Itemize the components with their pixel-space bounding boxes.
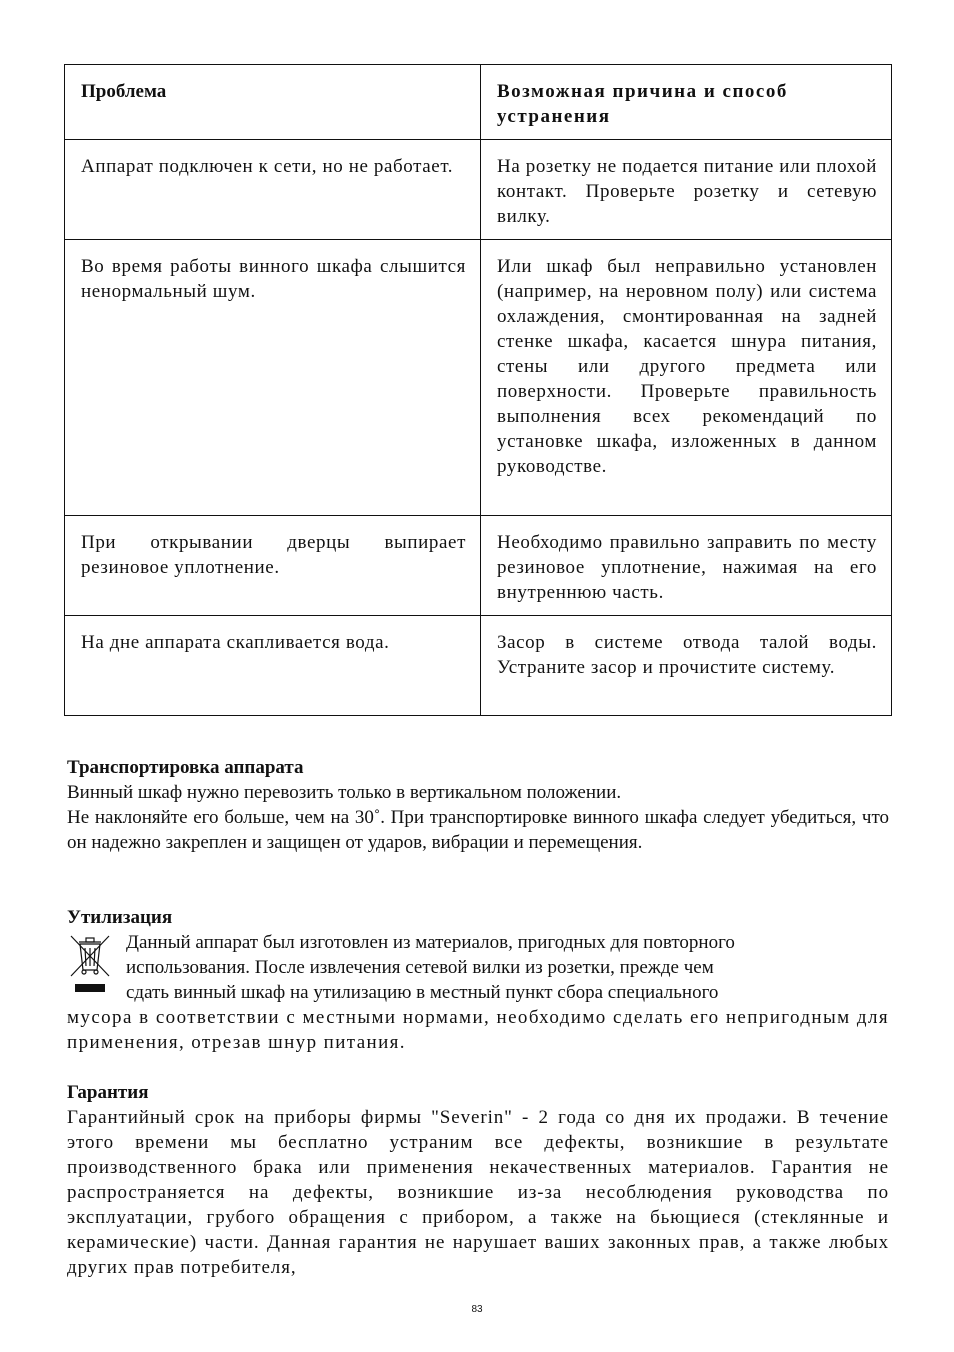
disposal-line-3: сдать винный шкаф на утилизацию в местный пункт сбора специального xyxy=(126,982,719,1003)
disposal-section xyxy=(67,905,889,1055)
table-header-row xyxy=(65,65,892,140)
disposal-line-2: использования. После извлечения сетевой вилки из розетки, прежде чем xyxy=(126,957,714,978)
problem-cell: На дне аппарата скапливается вода. xyxy=(65,616,481,716)
page-number: 83 xyxy=(471,1304,483,1315)
disposal-line-1: Данный аппарат был изготовлен из материалов, пригодных для повторного xyxy=(126,932,735,953)
problem-cell: Во время работы винного шкафа слышится ненормальный шум. xyxy=(65,240,481,516)
table-row xyxy=(65,140,892,240)
warranty-paragraph: Гарантийный срок на приборы фирмы "Severin" - 2 года со дня их продажи. В течение этого времени мы бесплатно устраним все дефекты, возникшие в результате производственного брака или применения некачественных материалов. Гарантия не распространяется на дефекты, возникшие из-за несоблюдения руководства по эксплуатации, грубого обращения с прибором, а также на бьющиеся (стеклянные и керамические) части. Данная гарантия не нарушает ваших законных прав, а также любых других прав потребителя, xyxy=(67,1107,889,1278)
header-problem: Проблема xyxy=(65,65,481,140)
warranty-section xyxy=(67,1080,889,1280)
table-row xyxy=(65,616,892,716)
header-cause: Возможная причина и способ устранения xyxy=(481,65,892,140)
crossed-out-wheelie-bin-icon xyxy=(67,932,113,994)
disposal-heading: Утилизация xyxy=(67,907,173,928)
cause-cell: На розетку не подается питание или плохой контакт. Проверьте розетку и сетевую вилку. xyxy=(481,140,892,240)
disposal-body xyxy=(67,930,889,1055)
transport-section xyxy=(67,755,889,855)
warranty-heading: Гарантия xyxy=(67,1082,149,1103)
cause-cell: Засор в системе отвода талой воды. Устраните засор и прочистите систему. xyxy=(481,616,892,716)
problem-cell: При открывании дверцы выпирает резиновое уплотнение. xyxy=(65,516,481,616)
problem-cell: Аппарат подключен к сети, но не работает. xyxy=(65,140,481,240)
transport-paragraph-1: Винный шкаф нужно перевозить только в вертикальном положении. xyxy=(67,782,622,803)
table-row xyxy=(65,240,892,516)
transport-paragraph-2: Не наклоняйте его больше, чем на 30˚. При транспортировке винного шкафа следует убедиться, что он надежно закреплен и защищен от ударов, вибрации и перемещения. xyxy=(67,807,889,853)
transport-heading: Транспортировка аппарата xyxy=(67,757,304,778)
disposal-rest: мусора в соответствии с местными нормами, необходимо сделать его непригодным для применения, отрезав шнур питания. xyxy=(67,1007,889,1053)
cause-cell: Или шкаф был неправильно установлен (например, на неровном полу) или система охлаждения, смонтированная на задней стенке шкафа, касается шнура питания, стены или другого предмета или поверхности. Проверьте правильность выполнения всех рекомендаций по установке шкафа, изложенных в данном руководстве. xyxy=(481,240,892,516)
table-row xyxy=(65,516,892,616)
troubleshooting-table xyxy=(64,64,892,716)
cause-cell: Необходимо правильно заправить по месту резиновое уплотнение, нажимая на его внутреннюю часть. xyxy=(481,516,892,616)
